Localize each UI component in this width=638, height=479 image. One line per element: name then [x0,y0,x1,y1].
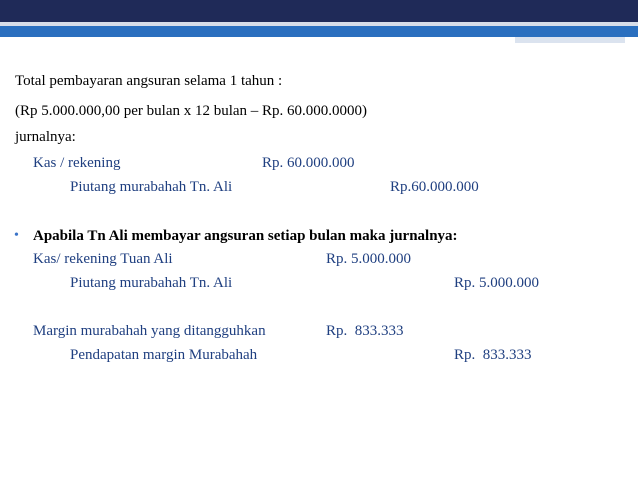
header-bar-dark [0,0,638,22]
entry2-credit-account: Pendapatan margin Murabahah [70,347,258,363]
journal1-credit-amount: Rp.60.000.000 [390,179,479,195]
intro-line-journal: jurnalnya: [15,129,76,145]
entry1-credit-account: Piutang murabahah Tn. Ali [70,275,233,291]
entry2-credit-amount: Rp. 833.333 [454,347,532,363]
bullet-icon: • [14,228,19,243]
intro-line-total: Total pembayaran angsuran selama 1 tahun : [15,73,283,89]
header-bar-blue [0,26,638,37]
header-bar-highlight [515,37,625,43]
journal1-debit-account: Kas / rekening [33,155,121,171]
journal1-debit-amount: Rp. 60.000.000 [262,155,355,171]
entry2-debit-amount: Rp. 833.333 [326,323,404,339]
intro-line-calculation: (Rp 5.000.000,00 per bulan x 12 bulan – Rp. 60.000.0000) [15,103,368,119]
entry1-debit-amount: Rp. 5.000.000 [326,251,412,267]
entry1-debit-account: Kas/ rekening Tuan Ali [33,251,173,267]
entry2-debit-account: Margin murabahah yang ditangguhkan [33,323,266,339]
journal1-credit-account: Piutang murabahah Tn. Ali [70,179,233,195]
section2-heading: Apabila Tn Ali membayar angsuran setiap bulan maka jurnalnya: [33,228,458,244]
entry1-credit-amount: Rp. 5.000.000 [454,275,540,291]
